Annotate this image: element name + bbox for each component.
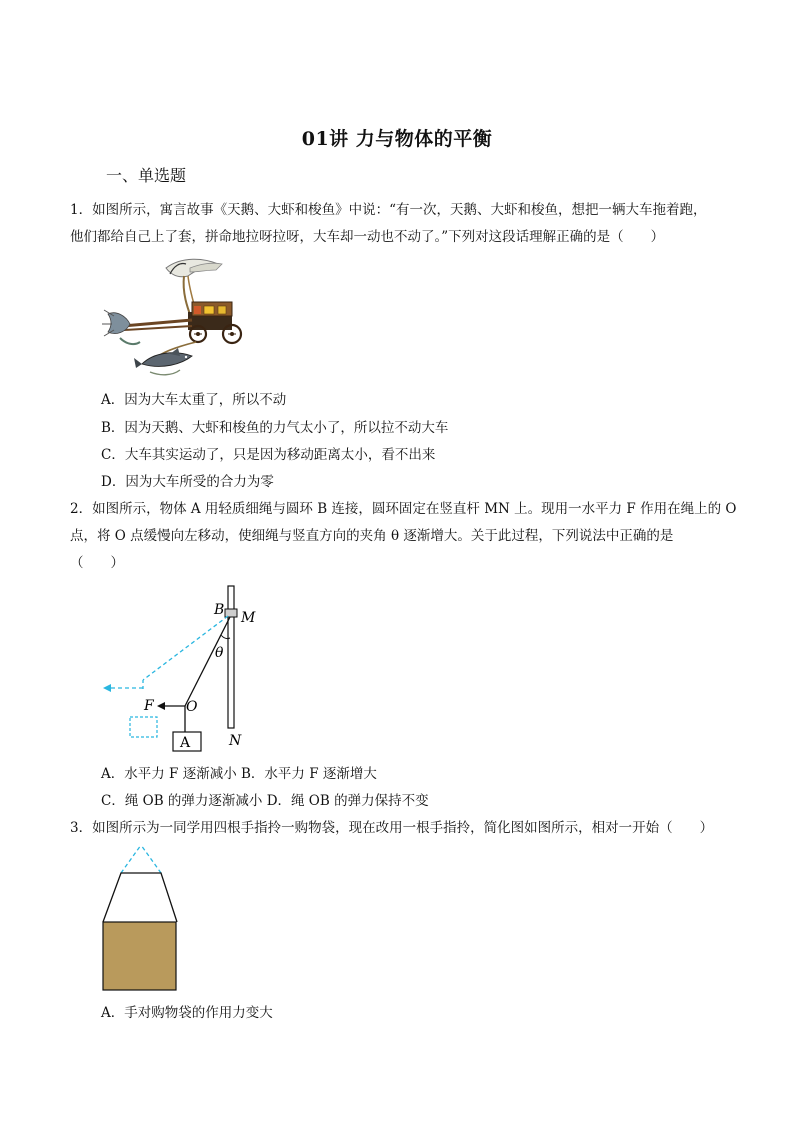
ring-rod-rope-diagram bbox=[95, 580, 285, 755]
vertical-rod bbox=[228, 586, 234, 728]
page-title: 01讲 力与物体的平衡 bbox=[301, 128, 493, 150]
label-n: N bbox=[229, 733, 242, 749]
dashed-handle-left bbox=[121, 845, 141, 873]
q1-option-d: D．因为大车所受的合力为零 bbox=[101, 474, 274, 490]
shopping-bag-diagram bbox=[96, 840, 186, 1000]
pike-figure bbox=[134, 348, 192, 375]
q1-option-a: A．因为大车太重了，所以不动 bbox=[101, 392, 287, 408]
q1-option-b: B．因为天鹅、大虾和梭鱼的力气太小了，所以拉不动大车 bbox=[101, 420, 449, 436]
label-b: B bbox=[214, 602, 225, 618]
q2-stem-line2: 点，将 O 点缓慢向左移动，使细绳与竖直方向的夹角 θ 逐渐增大。关于此过程，下列说法中正确的是 bbox=[70, 528, 674, 544]
q3-stem-line1: 3．如图所示为一同学用四根手指拎一购物袋，现在改用一根手指拎，简化图如图所示，相对一开始（ ） bbox=[70, 820, 714, 836]
swan-figure bbox=[166, 259, 222, 276]
rope-ob bbox=[185, 617, 230, 706]
dashed-block-new-position bbox=[130, 717, 157, 737]
label-a: A bbox=[180, 735, 191, 751]
q2-options-ab: A．水平力 F 逐渐减小 B．水平力 F 逐渐增大 bbox=[101, 766, 377, 782]
label-m: M bbox=[241, 610, 256, 626]
cart-figure bbox=[188, 302, 241, 343]
shrimp-figure bbox=[102, 310, 140, 344]
section-heading: 一、单选题 bbox=[106, 166, 187, 185]
label-f: F bbox=[144, 698, 154, 714]
q3-option-a: A．手对购物袋的作用力变大 bbox=[101, 1005, 273, 1021]
q1-stem-line2: 他们都给自己上了套，拼命地拉呀拉呀，大车却一动也不动了。”下列对这段话理解正确的是（ ） bbox=[70, 229, 665, 245]
dashed-handle-right bbox=[141, 845, 161, 873]
q1-option-c: C．大车其实运动了，只是因为移动距离太小，看不出来 bbox=[101, 447, 436, 463]
swan-shrimp-pike-cart-illustration bbox=[100, 254, 250, 378]
q1-stem-line1: 1．如图所示，寓言故事《天鹅、大虾和梭鱼》中说：“有一次，天鹅、大虾和梭鱼，想把一辆大车拖着跑， bbox=[70, 202, 707, 218]
q2-options-cd: C．绳 OB 的弹力逐渐减小 D．绳 OB 的弹力保持不变 bbox=[101, 793, 429, 809]
bag-body bbox=[103, 922, 176, 990]
label-theta: θ bbox=[215, 645, 224, 661]
label-o: O bbox=[186, 699, 198, 715]
force-arrow-head bbox=[157, 702, 165, 710]
q2-stem-line1: 2．如图所示，物体 A 用轻质细绳与圆环 B 连接，圆环固定在竖直杆 MN 上。现用一水平力 F 作用在绳上的 O bbox=[70, 501, 737, 517]
q2-stem-line3: （ ） bbox=[70, 555, 124, 571]
bag-handle bbox=[103, 873, 177, 922]
dashed-arrow-head bbox=[103, 684, 111, 692]
ring-b bbox=[225, 609, 237, 617]
